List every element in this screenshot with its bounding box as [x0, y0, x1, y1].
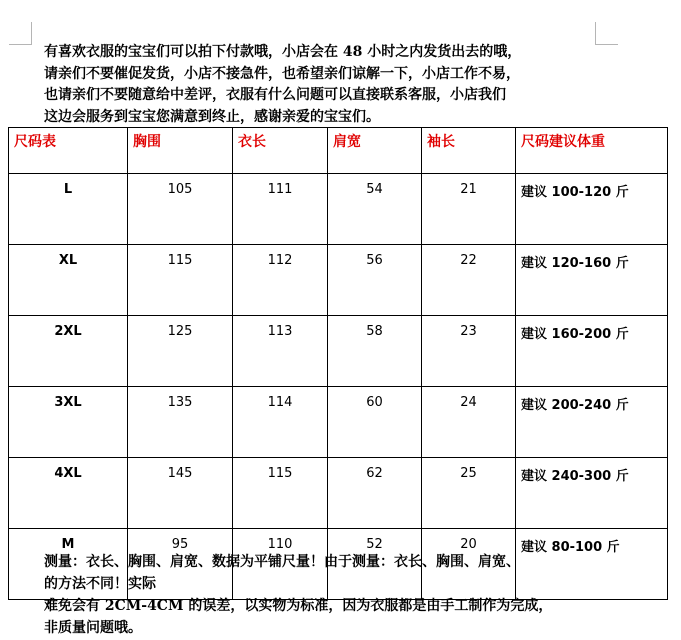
header-chest: 胸围 — [128, 128, 233, 174]
chest-cell: 125 — [128, 316, 233, 387]
shoulder-cell: 62 — [328, 458, 422, 529]
weight-cell: 建议 240-300 斤 — [516, 458, 668, 529]
intro-line: 也请亲们不要随意给中差评，衣服有什么问题可以直接联系客服，小店我们 — [44, 87, 506, 103]
notes-line: 非质量问题哦。 — [44, 620, 142, 636]
length-cell: 112 — [233, 245, 328, 316]
intro-line: 这边会服务到宝宝您满意到终止，感谢亲爱的宝宝们。 — [44, 108, 380, 125]
chest-cell: 145 — [128, 458, 233, 529]
weight-cell: 建议 200-240 斤 — [516, 387, 668, 458]
header-sleeve: 袖长 — [422, 128, 516, 174]
chest-cell: 105 — [128, 174, 233, 245]
chest-cell: 95 — [128, 529, 233, 600]
shoulder-cell: 54 — [328, 174, 422, 245]
size-cell: XL — [9, 245, 128, 316]
weight-cell: 建议 80-100 斤 — [516, 529, 668, 600]
table-row — [9, 174, 668, 245]
table-header-row — [9, 128, 668, 174]
page-corner-mark-left — [9, 22, 32, 45]
notes-line: 的方法不同！实际 — [44, 576, 156, 592]
length-cell: 111 — [233, 174, 328, 245]
length-cell: 110 — [233, 529, 328, 600]
intro-paragraph — [44, 42, 664, 128]
intro-line: 请亲们不要催促发货，小店不接急件，也希望亲们谅解一下，小店工作不易， — [44, 65, 520, 82]
shoulder-cell: 52 — [328, 529, 422, 600]
size-cell: M — [9, 529, 128, 600]
chest-cell: 135 — [128, 387, 233, 458]
weight-cell: 建议 100-120 斤 — [516, 174, 668, 245]
intro-line: 有喜欢衣服的宝宝们可以拍下付款哦，小店会在 48 小时之内发货出去的哦， — [44, 44, 522, 60]
sleeve-cell: 25 — [422, 458, 516, 529]
table-row — [9, 458, 668, 529]
sleeve-cell: 22 — [422, 245, 516, 316]
weight-cell: 建议 160-200 斤 — [516, 316, 668, 387]
table-row — [9, 316, 668, 387]
sleeve-cell: 21 — [422, 174, 516, 245]
shoulder-cell: 56 — [328, 245, 422, 316]
shoulder-cell: 58 — [328, 316, 422, 387]
length-cell: 115 — [233, 458, 328, 529]
size-cell: 4XL — [9, 458, 128, 529]
size-cell: L — [9, 174, 128, 245]
length-cell: 113 — [233, 316, 328, 387]
size-chart-table — [8, 127, 668, 600]
notes-line: 测量：衣长、胸围、肩宽、数据为平铺尺量！由于测量：衣长、胸围、肩宽、 — [44, 554, 520, 570]
size-cell: 2XL — [9, 316, 128, 387]
table-row — [9, 245, 668, 316]
header-shoulder: 肩宽 — [328, 128, 422, 174]
sleeve-cell: 23 — [422, 316, 516, 387]
sleeve-cell: 20 — [422, 529, 516, 600]
header-suggested-weight: 尺码建议体重 — [516, 128, 668, 174]
header-length: 衣长 — [233, 128, 328, 174]
shoulder-cell: 60 — [328, 387, 422, 458]
length-cell: 114 — [233, 387, 328, 458]
table-row — [9, 387, 668, 458]
header-size-chart: 尺码表 — [9, 128, 128, 174]
weight-cell: 建议 120-160 斤 — [516, 245, 668, 316]
chest-cell: 115 — [128, 245, 233, 316]
size-cell: 3XL — [9, 387, 128, 458]
notes-line: 难免会有 2CM-4CM 的误差，以实物为标准，因为衣服都是由手工制作为完成， — [44, 598, 553, 614]
measurement-notes — [44, 551, 664, 639]
sleeve-cell: 24 — [422, 387, 516, 458]
